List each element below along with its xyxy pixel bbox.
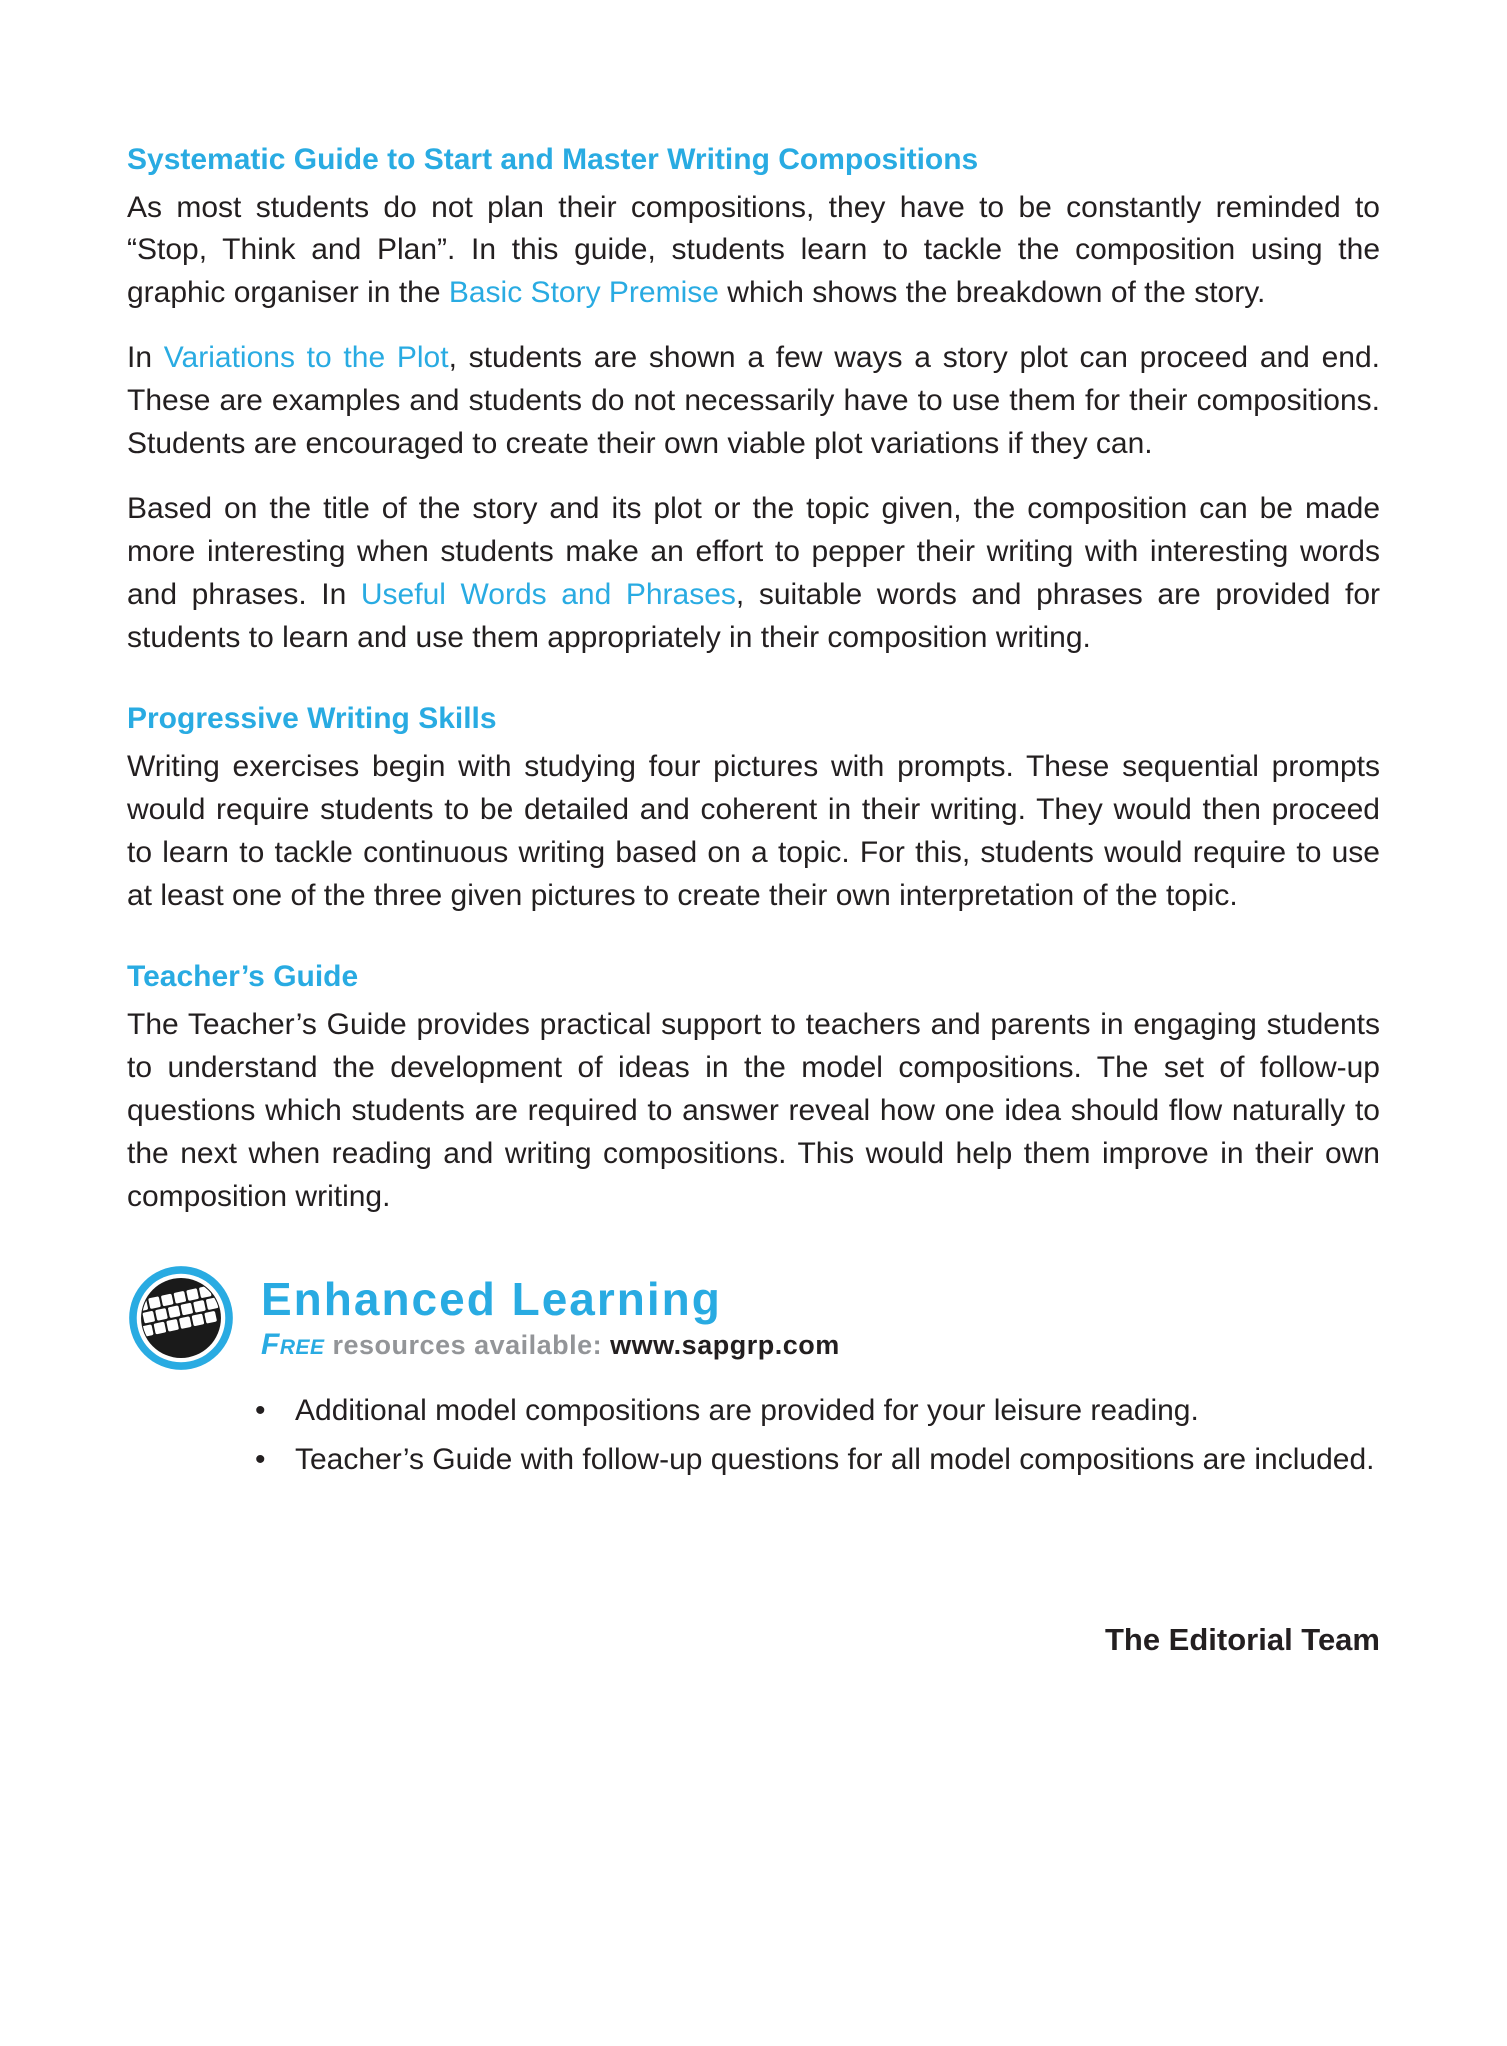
text-segment: , students are shown a few ways a story plot can proceed and end. These are examples and students do not necessarily have to use them for their compositions. Students are encouraged to create their own viable plot variations if they can. bbox=[127, 341, 1380, 460]
text-segment: The Teacher’s Guide provides practical support to teachers and parents in engaging students to understand the development of ideas in the model compositions. The set of follow-up questions which students are required to answer reveal how one idea should flow naturally to the next when reading and writing compositions. This would help them improve in their own composition writing. bbox=[127, 1007, 1380, 1213]
tagline-free-label: Free bbox=[261, 1327, 325, 1361]
text-segment: , suitable words and phrases are provided for students to learn and use them appropriately in their composition writing. bbox=[127, 577, 1380, 654]
text-segment: As most students do not plan their compositions, they have to be constantly reminded to “Stop, Think and Plan”. In this guide, students learn to tackle the composition using the graphic organiser in the bbox=[127, 190, 1380, 310]
logo-title: Enhanced Learning bbox=[261, 1273, 722, 1326]
text-segment: In bbox=[127, 341, 164, 375]
section-progressive-writing-skills bbox=[127, 699, 1380, 917]
tagline-website-url: www.sapgrp.com bbox=[610, 1329, 840, 1360]
paragraph bbox=[127, 746, 1380, 918]
enhanced-learning-logo bbox=[127, 1264, 1380, 1372]
section-heading: Systematic Guide to Start and Master Writing Compositions bbox=[127, 143, 979, 176]
editorial-team-signature: The Editorial Team bbox=[1104, 1622, 1380, 1658]
text-segment: which shows the breakdown of the story. bbox=[718, 276, 1266, 310]
list-item: • Teacher’s Guide with follow-up questions for all model compositions are included. bbox=[295, 1439, 1380, 1482]
paragraph bbox=[127, 337, 1380, 466]
tagline-resources-label: resources available: bbox=[324, 1329, 611, 1360]
logo-tagline bbox=[261, 1328, 840, 1362]
text-segment: Based on the title of the story and its plot or the topic given, the composition can be made more interesting when students make an effort to pepper their writing with interesting words and phrases. In bbox=[127, 491, 1380, 611]
section-systematic-guide bbox=[127, 140, 1380, 659]
inline-link-variations-to-the-plot: Variations to the Plot bbox=[163, 341, 449, 375]
inline-link-useful-words-and-phrases: Useful Words and Phrases bbox=[360, 577, 736, 611]
text-segment: Writing exercises begin with studying four pictures with prompts. These sequential prompts would require students to be detailed and coherent in their writing. They would then proceed to learn to tackle continuous writing based on a topic. For this, students would require to use at least one of the three given pictures to create their own interpretation of the topic. bbox=[127, 749, 1380, 912]
keyboard-sphere-icon bbox=[127, 1264, 235, 1372]
feature-bullet-list bbox=[127, 1390, 1380, 1482]
paragraph bbox=[127, 488, 1380, 660]
logo-text-block bbox=[261, 1275, 840, 1361]
inline-link-basic-story-premise: Basic Story Premise bbox=[448, 276, 719, 310]
section-heading: Progressive Writing Skills bbox=[127, 702, 497, 736]
section-teachers-guide bbox=[127, 957, 1380, 1218]
paragraph bbox=[127, 187, 1380, 316]
paragraph bbox=[127, 1004, 1380, 1218]
section-heading: Teacher’s Guide bbox=[127, 960, 359, 994]
list-item: • Additional model compositions are provided for your leisure reading. bbox=[295, 1390, 1380, 1433]
